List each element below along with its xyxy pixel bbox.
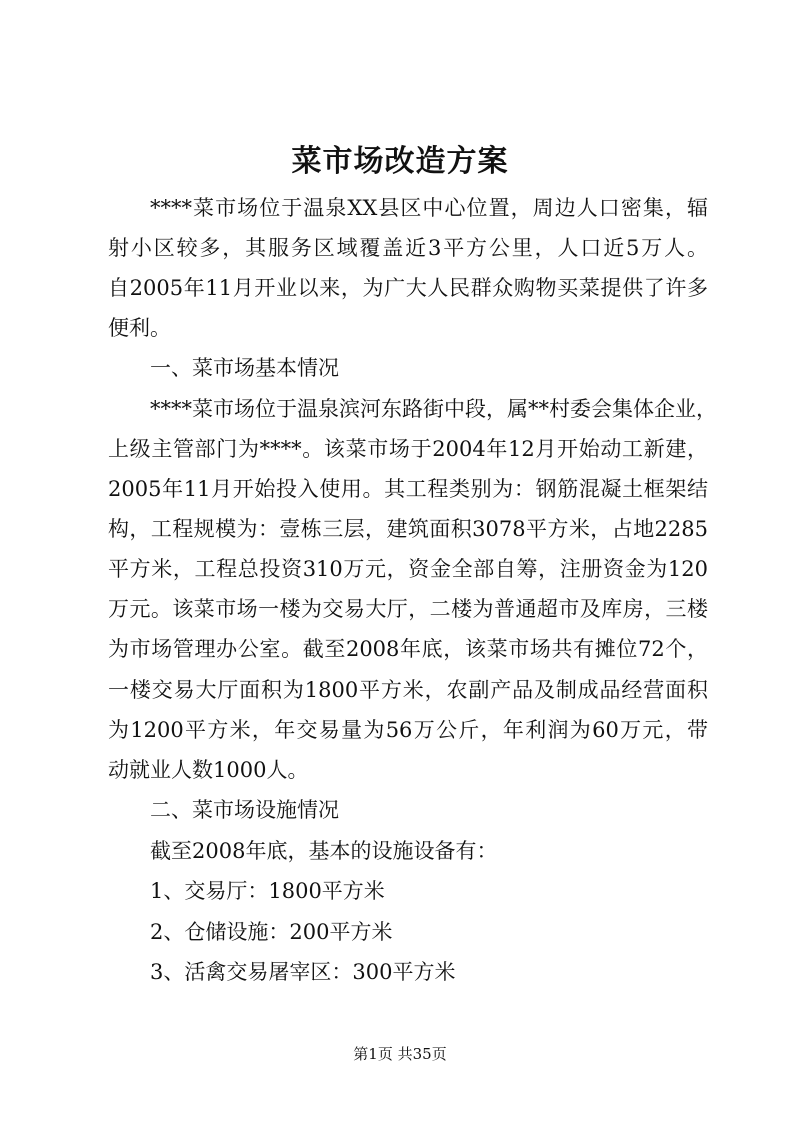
- paragraph-line: 2005年11月开始投入使用。其工程类别为：钢筋混凝土框架结: [108, 477, 708, 501]
- paragraph-line: 为1200平方米，年交易量为56万公斤，年利润为60万元，带: [108, 718, 708, 742]
- paragraph-line: 一楼交易大厅面积为1800平方米，农副产品及制成品经营面积: [108, 678, 708, 702]
- paragraph-line: 为市场管理办公室。截至2008年底，该菜市场共有摊位72个，: [108, 637, 708, 661]
- list-item: 2、仓储设施：200平方米: [150, 920, 393, 944]
- page-number-footer: 第1页 共35页: [353, 1045, 447, 1063]
- section-heading: 一、菜市场基本情况: [150, 356, 339, 380]
- paragraph-line: ****菜市场位于温泉滨河东路街中段，属**村委会集体企业，: [150, 397, 717, 421]
- paragraph-line: 上级主管部门为****。该菜市场于2004年12月开始动工新建，: [108, 437, 708, 461]
- paragraph-line: 动就业人数1000人。: [108, 758, 309, 782]
- paragraph-line: 射小区较多，其服务区域覆盖近3平方公里，人口近5万人。: [108, 236, 708, 260]
- paragraph-line: 万元。该菜市场一楼为交易大厅，二楼为普通超市及库房，三楼: [108, 597, 708, 621]
- paragraph-line: 构，工程规模为：壹栋三层，建筑面积3078平方米，占地2285: [108, 517, 708, 541]
- document-title: 菜市场改造方案: [291, 144, 509, 179]
- paragraph-line: 自2005年11月开业以来，为广大人民群众购物买菜提供了许多: [108, 276, 708, 300]
- list-item: 1、交易厅：1800平方米: [150, 879, 385, 903]
- list-item: 3、活禽交易屠宰区：300平方米: [150, 960, 456, 984]
- paragraph-line: 截至2008年底，基本的设施设备有：: [150, 839, 498, 863]
- paragraph-line: 平方米，工程总投资310万元，资金全部自筹，注册资金为120: [108, 557, 708, 581]
- section-heading: 二、菜市场设施情况: [150, 798, 339, 822]
- paragraph-line: 便利。: [108, 316, 171, 340]
- paragraph-line: ****菜市场位于温泉XX县区中心位置，周边人口密集，辐: [150, 196, 708, 220]
